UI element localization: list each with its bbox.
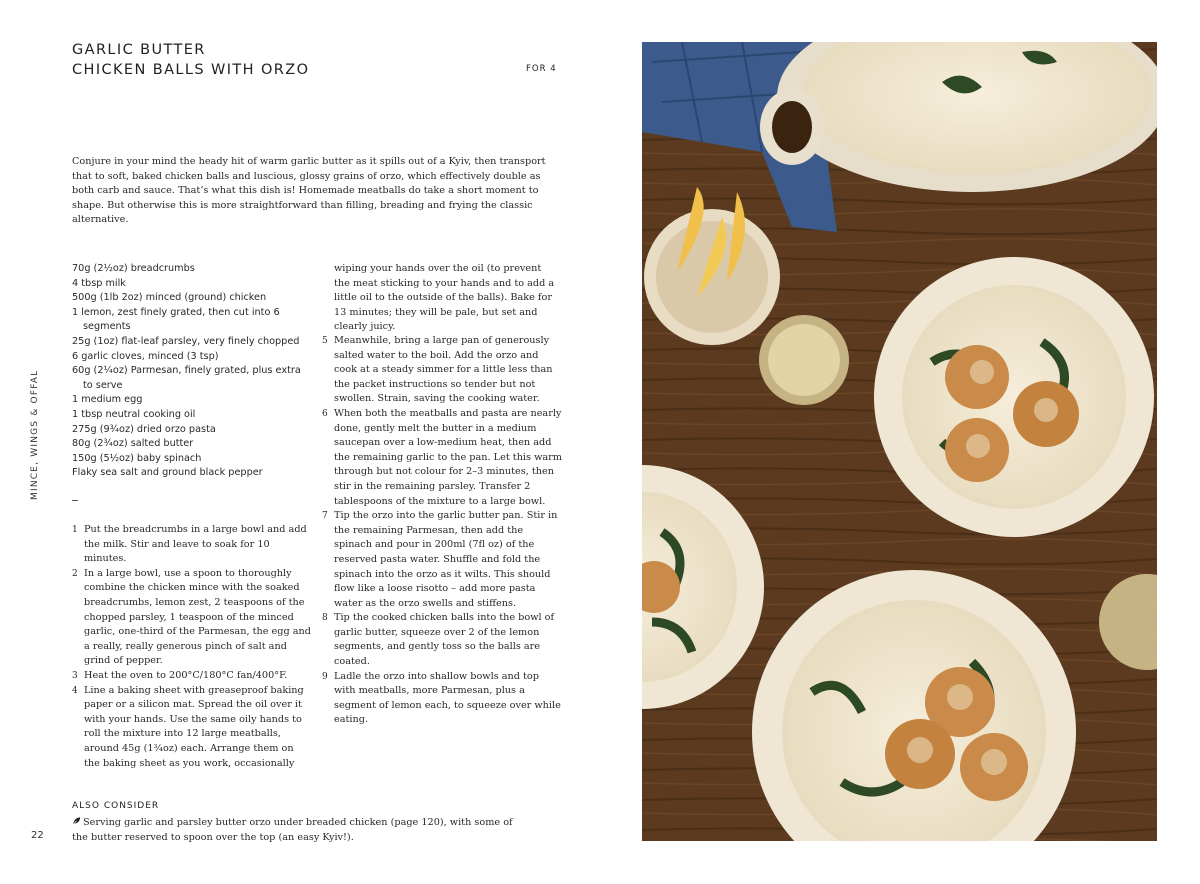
plate-main [874,257,1154,537]
ingredient-item: 60g (2¼oz) Parmesan, finely grated, plus extra to serve [72,365,301,391]
step-number: 4 [72,685,78,696]
step-number: 2 [72,568,78,579]
title-line-1: GARLIC BUTTER [72,42,206,58]
ingredient-item: 275g (9¾oz) dried orzo pasta [72,423,216,435]
step-text: In a large bowl, use a spoon to thoroughly combine the chicken mince with the soaked breadcrumbs, lemon zest, 2 teaspoons of the chopped parsley, 1 teaspoon of the minced garlic, one-third of the Parmesan, the egg and a really, really generous pinch of salt and grind of pepper. [84,567,311,667]
ingredient-item: 80g (2¾oz) salted butter [72,438,194,450]
method-list-column-2 [322,334,562,728]
section-divider [72,500,78,501]
also-consider-body: Serving garlic and parsley butter orzo under breaded chicken (page 120), with some of the butter reserved to spoon over the top (an easy Kyiv!). [72,817,513,843]
step-text: Meanwhile, bring a large pan of generously salted water to the boil. Add the orzo and cook at a steady simmer for a little less than the packet instructions so tender but not swollen. Strain, saving the cooking water. [334,335,553,405]
step-number: 1 [72,525,78,535]
step-number: 9 [322,671,328,682]
method-step [322,670,562,728]
step-number: 8 [322,613,328,624]
right-page [600,0,1200,884]
method-step [322,407,562,509]
step-text: Ladle the orzo into shallow bowls and top with meatballs, more Parmesan, plus a segment of lemon each, to squeeze over while eating. [334,670,561,726]
leaf-icon [72,816,81,826]
ingredient-item: 70g (2½oz) breadcrumbs [72,263,195,274]
step-number: 3 [72,670,78,681]
method-step [72,684,312,772]
photo-illustration [642,42,1157,841]
ingredient-item: 25g (1oz) flat-leaf parsley, very finely chopped [72,335,300,347]
method-list-column-1 [72,523,312,771]
step-text: Put the breadcrumbs in a large bowl and add the milk. Stir and leave to soak for 10 minutes. [84,524,307,565]
method-step [322,611,562,669]
method-step [72,567,312,669]
step-text: Tip the cooked chicken balls into the bowl of garlic butter, squeeze over 2 of the lemon segments, and gently toss so the balls are coated. [334,612,555,668]
ingredient-item: 150g (5½oz) baby spinach [72,452,202,464]
ingredient-item: Flaky sea salt and ground black pepper [72,467,263,479]
method-step [322,509,562,611]
ingredient-item: 500g (1lb 2oz) minced (ground) chicken [72,292,267,304]
page-number: 22 [31,830,44,841]
recipe-photo [642,42,1157,841]
method-step [322,334,562,407]
step-number: 6 [322,408,328,419]
also-consider-heading: ALSO CONSIDER [72,801,160,811]
ingredient-item: 4 tbsp milk [72,277,126,289]
step-4-continued: wiping your hands over the oil (to prevent the meat sticking to your hands and to add a little oil to the outside of the balls). Bake for 13 minutes; they will be pale, but set and clearly juicy. [334,263,555,333]
step-text: Tip the orzo into the garlic butter pan. Stir in the remaining Parmesan, then add the spinach and pour in 200ml (7fl oz) of the reserved pasta water. Shuffle and fold the spinach into the orzo as it wilts. This should flow like a loose risotto – add more pasta water as the orzo swells and stiffens. [334,510,558,609]
ingredient-item: 1 tbsp neutral cooking oil [72,408,196,420]
method-step [72,669,312,684]
glass [759,315,849,405]
serves-label: FOR 4 [526,64,557,74]
step-text: When both the meatballs and pasta are nearly done, gently melt the butter in a medium saucepan over a low-medium heat, then add the remaining garlic to the pan. Let this warm through but not colour for 2–3 minutes, then stir in the remaining parsley. Transfer 2 tablespoons of the mixture to a large bowl. [334,407,562,507]
section-tab: MINCE, WINGS & OFFAL [30,369,40,500]
step-text: Heat the oven to 200°C/180°C fan/400°F. [84,669,288,681]
step-number: 5 [322,336,328,346]
title-line-2: CHICKEN BALLS WITH ORZO [72,62,310,78]
recipe-title [72,40,309,80]
method-step [72,523,312,567]
step-text: Line a baking sheet with greaseproof baking paper or a silicon mat. Spread the oil over it with your hands. Use the same oily hands to roll the mixture into 12 large meatballs, around 45g (1¾oz) each. Arrange them on the baking sheet as you work, occasionally [84,684,304,769]
ingredient-item: 1 lemon, zest finely grated, then cut into 6 segments [72,306,280,333]
also-consider-text [72,816,522,845]
ingredients-list [72,262,312,481]
step-number: 7 [322,511,328,522]
ingredient-item: 6 garlic cloves, minced (3 tsp) [72,350,219,362]
ingredient-item: 1 medium egg [72,394,143,406]
recipe-intro: Conjure in your mind the heady hit of warm garlic butter as it spills out of a Kyiv, then transport that to soft, baked chicken balls and luscious, glossy grains of orzo, which effectively double as both carb and sauce. That’s what this dish is! Homemade meatballs do take a short moment to shape. But otherwise this is more straightforward than filling, breading and frying the classic alternative. [72,156,546,226]
